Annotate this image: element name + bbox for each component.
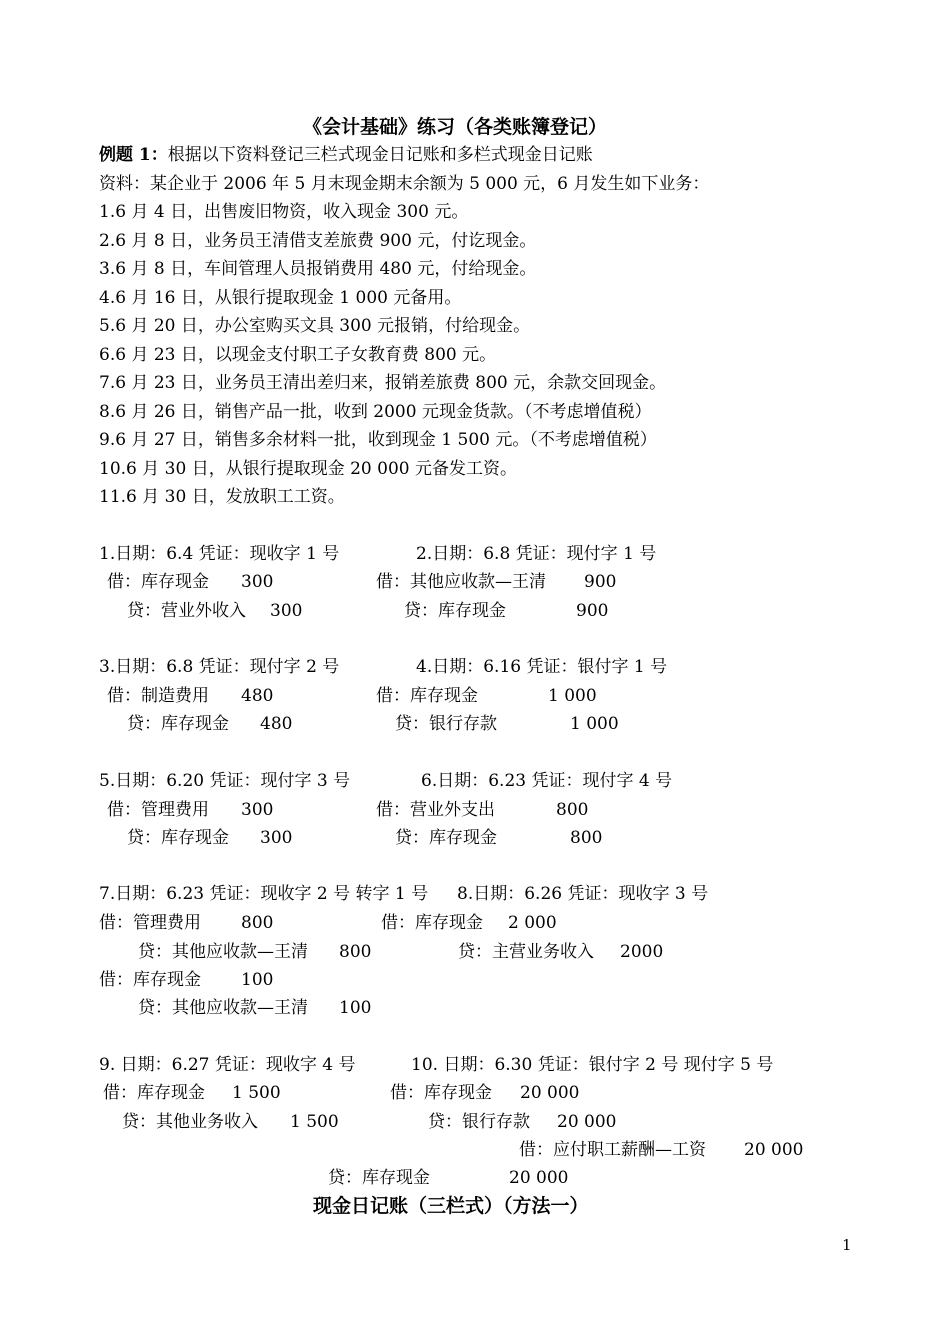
- entry-7-debit-2-amount: 100: [241, 970, 274, 990]
- entry-1-debit-amount: 300: [241, 572, 274, 592]
- entry-3-debit-amount: 480: [241, 686, 274, 706]
- entry-7-head: 7.日期：6.23 凭证：现收字 2 号 转字 1 号: [99, 884, 429, 904]
- entry-10-debit: 借：库存现金: [390, 1083, 492, 1103]
- list-item: 7.6 月 23 日，业务员王清出差归来，报销差旅费 800 元，余款交回现金。: [99, 373, 667, 393]
- entry-10-debit-2-amount: 20 000: [744, 1140, 804, 1160]
- entry-10-credit-2-amount: 20 000: [509, 1168, 569, 1188]
- entry-10-credit: 贷：银行存款: [428, 1112, 530, 1132]
- list-item: 10.6 月 30 日，从银行提取现金 20 000 元备发工资。: [99, 459, 517, 479]
- example-text: 根据以下资料登记三栏式现金日记账和多栏式现金日记账: [167, 145, 593, 165]
- list-item: 8.6 月 26 日，销售产品一批，收到 2000 元现金货款。（不考虑增值税）: [99, 402, 652, 422]
- entry-1-credit: 贷：营业外收入: [127, 601, 246, 621]
- entry-7-debit-2: 借：库存现金: [99, 970, 201, 990]
- entry-8-credit: 贷：主营业务收入: [458, 942, 594, 962]
- entry-6-credit-amount: 800: [570, 828, 603, 848]
- entry-6-head: 6.日期：6.23 凭证：现付字 4 号: [421, 771, 673, 791]
- list-item: 3.6 月 8 日，车间管理人员报销费用 480 元，付给现金。: [99, 259, 537, 279]
- entry-6-debit: 借：营业外支出: [376, 800, 495, 820]
- entry-2-credit-amount: 900: [576, 601, 609, 621]
- entry-8-head: 8.日期：6.26 凭证：现收字 3 号: [457, 884, 709, 904]
- entry-10-head: 10. 日期：6.30 凭证：银付字 2 号 现付字 5 号: [411, 1055, 774, 1075]
- entry-9-debit: 借：库存现金: [103, 1083, 205, 1103]
- entry-10-debit-2: 借：应付职工薪酬—工资: [519, 1140, 706, 1160]
- entry-5-credit: 贷：库存现金: [127, 828, 229, 848]
- entry-8-credit-amount: 2000: [620, 942, 664, 962]
- entry-1-credit-amount: 300: [270, 601, 303, 621]
- example-label: 例题 1：: [99, 145, 168, 165]
- entry-8-debit: 借：库存现金: [381, 913, 483, 933]
- entry-4-credit: 贷：银行存款: [395, 714, 497, 734]
- entry-7-credit: 贷：其他应收款—王清: [138, 942, 308, 962]
- entry-9-credit-amount: 1 500: [290, 1112, 339, 1132]
- page-number: 1: [842, 1236, 852, 1254]
- entry-9-credit: 贷：其他业务收入: [122, 1112, 258, 1132]
- entry-2-head: 2.日期：6.8 凭证：现付字 1 号: [416, 544, 657, 564]
- entry-7-credit-2: 贷：其他应收款—王清: [138, 998, 308, 1018]
- entry-7-credit-2-amount: 100: [339, 998, 372, 1018]
- entry-3-credit: 贷：库存现金: [127, 714, 229, 734]
- entry-6-credit: 贷：库存现金: [395, 828, 497, 848]
- entry-2-debit: 借：其他应收款—王清: [376, 572, 546, 592]
- list-item: 6.6 月 23 日，以现金支付职工子女教育费 800 元。: [99, 345, 497, 365]
- entry-10-credit-2: 贷：库存现金: [328, 1168, 430, 1188]
- entry-6-debit-amount: 800: [556, 800, 589, 820]
- entry-4-debit-amount: 1 000: [548, 686, 597, 706]
- entry-5-head: 5.日期：6.20 凭证：现付字 3 号: [99, 771, 351, 791]
- entry-4-credit-amount: 1 000: [570, 714, 619, 734]
- entry-3-head: 3.日期：6.8 凭证：现付字 2 号: [99, 657, 340, 677]
- list-item: 11.6 月 30 日，发放职工工资。: [99, 487, 345, 507]
- entry-1-head: 1.日期：6.4 凭证：现收字 1 号: [99, 544, 340, 564]
- entry-9-head: 9. 日期：6.27 凭证：现收字 4 号: [99, 1055, 356, 1075]
- entry-3-credit-amount: 480: [260, 714, 293, 734]
- list-item: 9.6 月 27 日，销售多余材料一批，收到现金 1 500 元。（不考虑增值税）: [99, 430, 657, 450]
- entry-1-debit: 借：库存现金: [107, 572, 209, 592]
- entry-4-debit: 借：库存现金: [376, 686, 478, 706]
- entry-7-debit: 借：管理费用: [99, 913, 201, 933]
- entry-9-debit-amount: 1 500: [232, 1083, 281, 1103]
- entry-2-debit-amount: 900: [584, 572, 617, 592]
- list-item: 1.6 月 4 日，出售废旧物资，收入现金 300 元。: [99, 202, 469, 222]
- list-item: 2.6 月 8 日，业务员王清借支差旅费 900 元，付讫现金。: [99, 231, 537, 251]
- entry-10-credit-amount: 20 000: [557, 1112, 617, 1132]
- entry-3-debit: 借：制造费用: [107, 686, 209, 706]
- entry-2-credit: 贷：库存现金: [404, 601, 506, 621]
- entry-5-debit: 借：管理费用: [107, 800, 209, 820]
- entry-5-credit-amount: 300: [260, 828, 293, 848]
- entry-8-debit-amount: 2 000: [508, 913, 557, 933]
- list-item: 4.6 月 16 日，从银行提取现金 1 000 元备用。: [99, 288, 462, 308]
- material-line: 资料：某企业于 2006 年 5 月末现金期末余额为 5 000 元，6 月发生如下业务：: [99, 174, 710, 194]
- entry-5-debit-amount: 300: [241, 800, 274, 820]
- entry-7-debit-amount: 800: [241, 913, 274, 933]
- page-title: 《会计基础》练习（各类账簿登记）: [303, 116, 608, 138]
- section-title: 现金日记账（三栏式）（方法一）: [313, 1195, 589, 1217]
- example-heading: [99, 143, 593, 167]
- entry-10-debit-amount: 20 000: [520, 1083, 580, 1103]
- list-item: 5.6 月 20 日，办公室购买文具 300 元报销，付给现金。: [99, 316, 531, 336]
- entry-7-credit-amount: 800: [339, 942, 372, 962]
- entry-4-head: 4.日期：6.16 凭证：银付字 1 号: [416, 657, 668, 677]
